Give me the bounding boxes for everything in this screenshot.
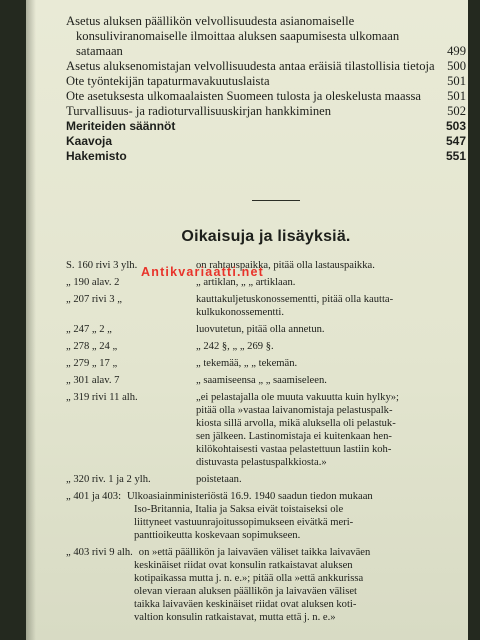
errata-item bbox=[66, 340, 468, 353]
toc-entry bbox=[66, 149, 466, 164]
page-gutter-shadow bbox=[26, 0, 36, 640]
errata-reference: „ 319 rivi 11 alh. bbox=[66, 392, 138, 403]
toc-entry-page: 500 bbox=[447, 59, 466, 73]
errata-line: pitää olla »vastaa laivanomistaja pelastuspalk- bbox=[196, 405, 393, 416]
book-page bbox=[26, 0, 468, 640]
errata-correction bbox=[66, 374, 468, 387]
errata-item bbox=[66, 374, 468, 387]
errata-line: „ei pelastajalla ole muuta vakuutta kuin hylky»; bbox=[196, 392, 399, 403]
errata-correction bbox=[66, 276, 468, 289]
errata-reference: „ 301 alav. 7 bbox=[66, 375, 120, 386]
errata-reference: „ 279 „ 17 „ bbox=[66, 358, 118, 369]
section-divider bbox=[252, 200, 300, 201]
errata-reference: „ 190 alav. 2 bbox=[66, 277, 120, 288]
toc-entry bbox=[66, 119, 466, 134]
toc-entry bbox=[66, 104, 466, 119]
errata-line: poistetaan. bbox=[196, 474, 242, 485]
errata-item bbox=[66, 293, 468, 319]
toc-entry-title: Hakemisto bbox=[66, 149, 127, 163]
errata-line: liittyneet vastuunrajoitussopimukseen eivätkä meri- bbox=[134, 517, 354, 528]
errata-line: „ tekemää, „ „ tekemän. bbox=[196, 358, 298, 369]
errata-reference: „ 207 rivi 3 „ bbox=[66, 294, 122, 305]
errata-line: kilökohtaisesti vastaa pelastettuun lastiin koh- bbox=[196, 444, 392, 455]
errata-correction bbox=[66, 323, 468, 336]
errata-item bbox=[66, 391, 468, 469]
errata-line: kulkukonossementti. bbox=[196, 307, 284, 318]
errata-item bbox=[66, 357, 468, 370]
errata-correction bbox=[66, 490, 468, 542]
errata-reference: „ 401 ja 403: bbox=[66, 491, 122, 502]
errata-line: keskinäiset riidat ovat konsulin ratkaistavat aluksen bbox=[134, 560, 353, 571]
toc-entry bbox=[66, 59, 466, 74]
errata-item bbox=[66, 490, 468, 542]
errata-correction bbox=[66, 340, 468, 353]
errata-correction bbox=[66, 357, 468, 370]
toc-entry-page: 551 bbox=[445, 149, 466, 163]
errata-line: sen jälkeen. Lastinomistaja ei kuitenkaan hen- bbox=[196, 431, 392, 442]
toc-entry bbox=[66, 74, 466, 89]
toc-entry-title: Ote työntekijän tapaturmavakuutuslaista bbox=[66, 74, 270, 88]
toc-entry-page: 499 bbox=[447, 44, 466, 58]
errata-reference: S. 160 rivi 3 ylh. bbox=[66, 260, 138, 271]
errata-line: on rahtauspaikka, pitää olla lastauspaikka. bbox=[196, 260, 375, 271]
table-of-contents bbox=[66, 14, 466, 164]
errata-line: olevan vieraan aluksen päällikön ja laivaväen väliset bbox=[134, 586, 357, 597]
errata-line: panttioikeutta koskevaan sopimukseen. bbox=[134, 530, 301, 541]
errata-line: taikka laivaväen keskinäiset riidat ovat aluksen koti- bbox=[134, 599, 357, 610]
toc-entry bbox=[66, 14, 466, 59]
errata-line: kauttakuljetuskonossementti, pitää olla kautta- bbox=[196, 294, 394, 305]
errata-reference: „ 247 „ 2 „ bbox=[66, 324, 112, 335]
errata-correction bbox=[66, 293, 468, 319]
toc-entry-title: Meriteiden säännöt bbox=[66, 119, 176, 133]
errata-correction bbox=[66, 546, 468, 624]
toc-entry-title: Turvallisuus- ja radioturvallisuuskirjan hankkiminen bbox=[66, 104, 332, 118]
errata-line: „ artiklan, „ „ artiklaan. bbox=[196, 277, 296, 288]
toc-entry-page: 502 bbox=[447, 104, 466, 118]
toc-entry-page: 547 bbox=[445, 134, 466, 148]
errata-line: distuvasta pelastuspalkkiosta.» bbox=[196, 457, 327, 468]
errata-item bbox=[66, 473, 468, 486]
errata-line: „ saamiseensa „ „ saamiseleen. bbox=[196, 375, 327, 386]
errata-list bbox=[66, 259, 468, 628]
errata-item bbox=[66, 276, 468, 289]
section-title: Oikaisuja ja lisäyksiä. bbox=[181, 228, 351, 245]
errata-line: kotipaikassa mutta j. n. e.»; pitää olla »että ankkurissa bbox=[134, 573, 364, 584]
toc-entry bbox=[66, 134, 466, 149]
toc-entry-title: Ote asetuksesta ulkomaalaisten Suomeen tulosta ja oleskelusta maassa bbox=[66, 89, 421, 103]
toc-entry-page: 501 bbox=[447, 89, 466, 103]
toc-entry-title: Asetus aluksen päällikön velvollisuudesta asianomaiselle konsuliviranomaiselle ilmoittaa aluksen saapumisesta ulkomaan satamaan bbox=[66, 14, 400, 58]
errata-item bbox=[66, 546, 468, 624]
errata-line: Iso-Britannia, Italia ja Saksa eivät toistaiseksi ole bbox=[134, 504, 344, 515]
toc-entry-title: Kaavoja bbox=[66, 134, 113, 148]
errata-reference: „ 320 riv. 1 ja 2 ylh. bbox=[66, 474, 151, 485]
errata-reference: „ 403 rivi 9 alh. bbox=[66, 547, 133, 558]
errata-line: kiosta sillä arvolla, mikä aluksella oli pelastuk- bbox=[196, 418, 396, 429]
watermark: Antikvariaatti.net bbox=[141, 265, 265, 279]
toc-entry-page: 501 bbox=[447, 74, 466, 88]
toc-entry bbox=[66, 89, 466, 104]
errata-line: on »että päällikön ja laivaväen väliset taikka laivaväen bbox=[138, 547, 371, 558]
errata-line: Ulkoasiainministeriöstä 16.9. 1940 saadun tiedon mukaan bbox=[127, 491, 373, 502]
errata-reference: „ 278 „ 24 „ bbox=[66, 341, 118, 352]
toc-entry-page: 503 bbox=[445, 119, 466, 133]
errata-line: valtion konsulin ratkaistavat, mutta että j. n. e.» bbox=[134, 612, 336, 623]
errata-item bbox=[66, 259, 468, 272]
errata-line: „ 242 §, „ „ 269 §. bbox=[196, 341, 274, 352]
errata-line: luovutetun, pitää olla annetun. bbox=[196, 324, 325, 335]
errata-item bbox=[66, 323, 468, 336]
toc-entry-title: Asetus aluksenomistajan velvollisuudesta antaa eräisiä tilastollisia tietoja bbox=[66, 59, 435, 73]
